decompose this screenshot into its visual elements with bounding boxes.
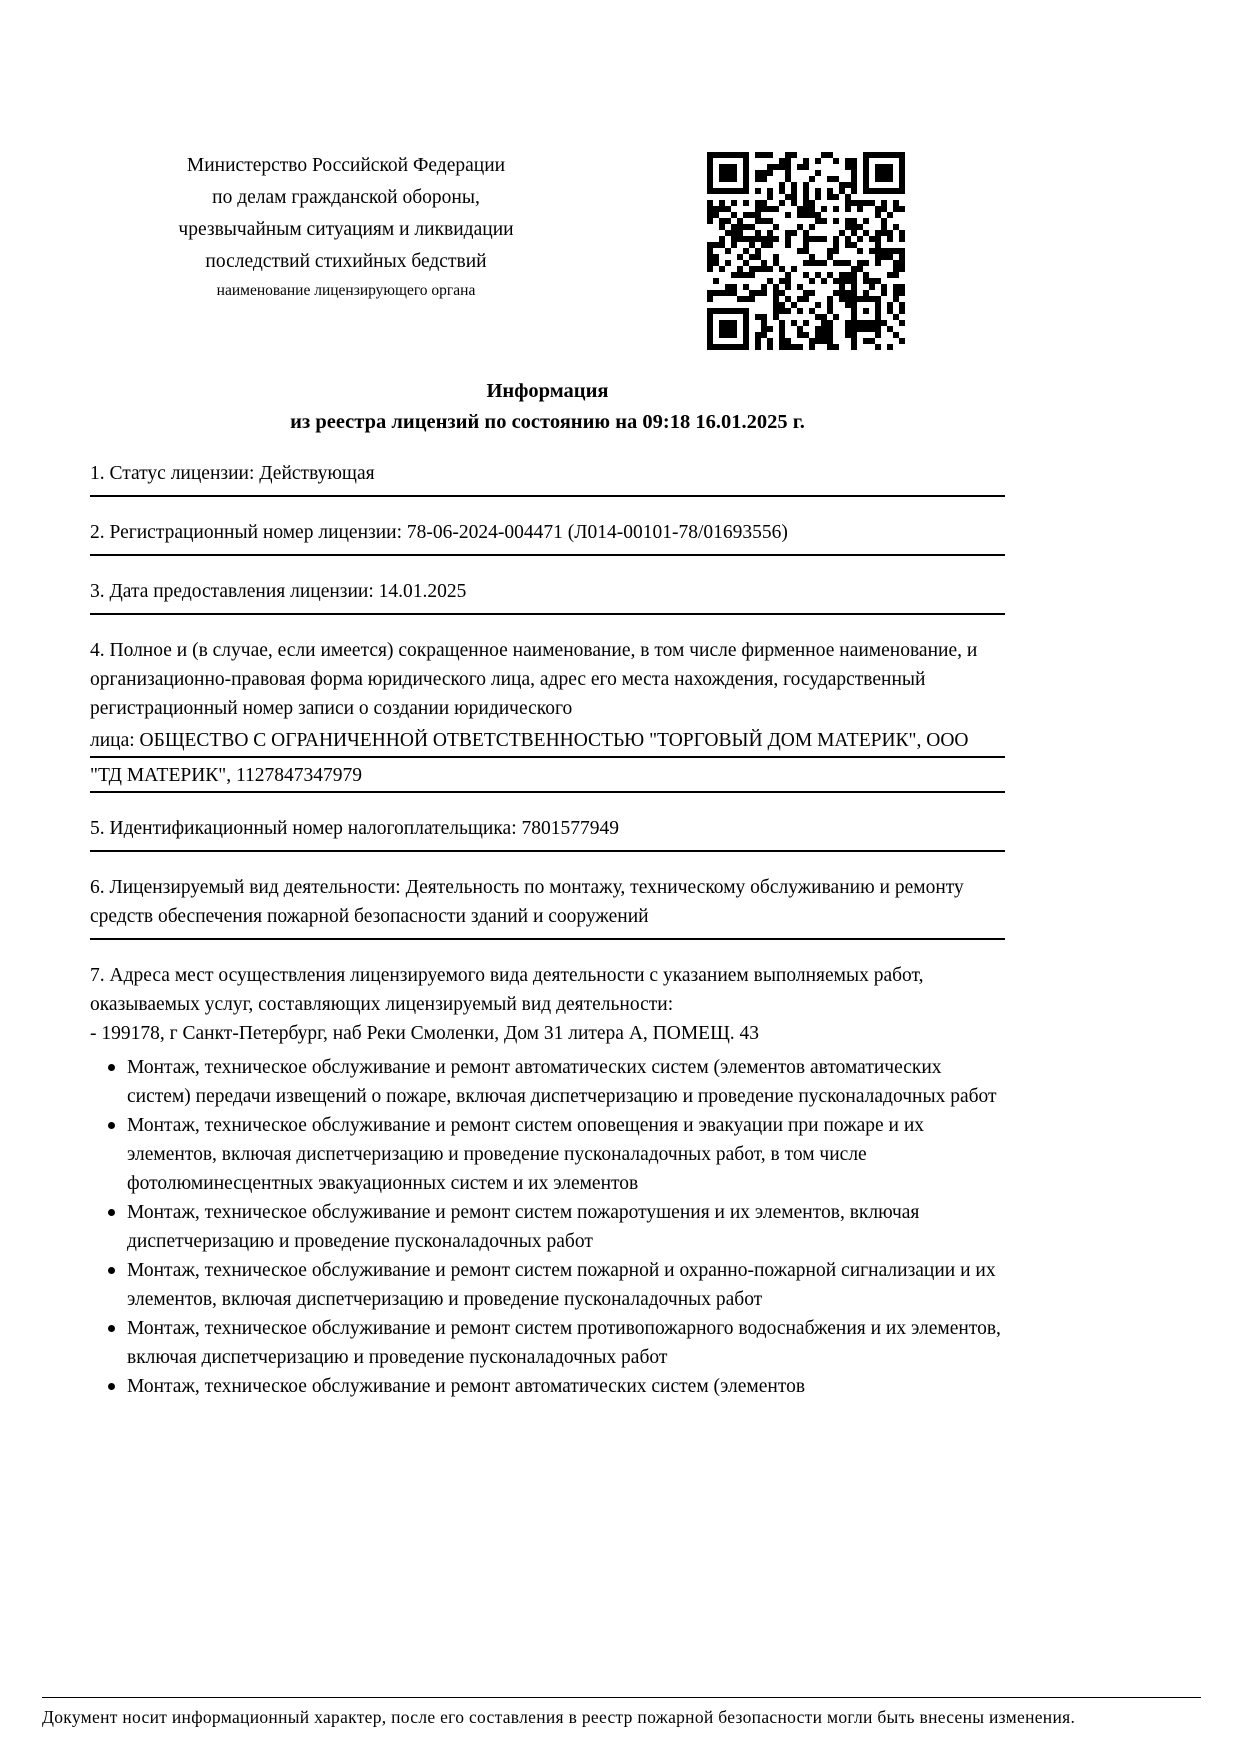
ministry-line-2: по делам гражданской обороны, xyxy=(212,187,480,208)
work-item: Монтаж, техническое обслуживание и ремонт систем оповещения и эвакуации при пожаре и их элементов, включая диспетчеризацию и проведение пусконаладочных работ, в том числе фотолюминесцентных эвакуационных систем и их элементов xyxy=(104,1111,1005,1198)
ministry-line-3: чрезвычайным ситуациям и ликвидации xyxy=(178,219,514,240)
qr-code xyxy=(707,152,905,350)
addresses-intro: 7. Адреса мест осуществления лицензируемого вида деятельности с указанием выполняемых работ, оказываемых услуг, составляющих лицензируемый вид деятельности: xyxy=(90,965,924,1015)
title-line-1: Информация xyxy=(486,380,609,402)
field-legal-entity-value: лица: ОБЩЕСТВО С ОГРАНИЧЕННОЙ ОТВЕТСТВЕННОСТЬЮ "ТОРГОВЫЙ ДОМ МАТЕРИК", ООО "ТД МАТЕРИК", 1127847347979 xyxy=(90,723,1005,793)
ministry-caption: наименование лицензирующего органа xyxy=(216,282,476,299)
work-item: Монтаж, техническое обслуживание и ремонт систем пожарной и охранно-пожарной сигнализации и их элементов, включая диспетчеризацию и проведение пусконаладочных работ xyxy=(104,1256,1005,1314)
ministry-line-4: последствий стихийных бедствий xyxy=(205,251,487,272)
field-license-status: 1. Статус лицензии: Действующая xyxy=(90,459,1005,497)
field-activity-type: 6. Лицензируемый вид деятельности: Деятельность по монтажу, техническому обслуживанию и ремонту средств обеспечения пожарной безопасности зданий и сооружений xyxy=(90,873,1005,940)
work-item: Монтаж, техническое обслуживание и ремонт систем пожаротушения и их элементов, включая диспетчеризацию и проведение пусконаладочных работ xyxy=(104,1198,1005,1256)
work-item: Монтаж, техническое обслуживание и ремонт автоматических систем (элементов автоматических систем) передачи извещений о пожаре, включая диспетчеризацию и проведение пусконаладочных работ xyxy=(104,1053,1005,1111)
field-legal-entity xyxy=(90,636,1005,793)
licensing-authority-block xyxy=(90,150,602,304)
work-item: Монтаж, техническое обслуживание и ремонт систем противопожарного водоснабжения и их элементов, включая диспетчеризацию и проведение пусконаладочных работ xyxy=(104,1314,1005,1372)
document-footer: Документ носит информационный характер, после его составления в реестр пожарной безопасности могли быть внесены изменения. xyxy=(42,1697,1201,1728)
document-header xyxy=(90,150,1005,350)
field-taxpayer-number: 5. Идентификационный номер налогоплательщика: 7801577949 xyxy=(90,814,1005,852)
title-line-2: из реестра лицензий по состоянию на 09:18 16.01.2025 г. xyxy=(290,411,805,433)
ministry-line-1: Министерство Российской Федерации xyxy=(186,155,506,176)
field-legal-entity-lead: 4. Полное и (в случае, если имеется) сокращенное наименование, в том числе фирменное наименование, и организационно-правовая форма юридического лица, адрес его места нахождения, государственный регистрационный номер записи о создании юридического xyxy=(90,640,978,719)
document-title xyxy=(90,376,1005,438)
field-addresses xyxy=(90,961,1005,1401)
address-line: - 199178, г Санкт-Петербург, наб Реки Смоленки, Дом 31 литера А, ПОМЕЩ. 43 xyxy=(90,1023,760,1044)
field-registration-number: 2. Регистрационный номер лицензии: 78-06-2024-004471 (Л014-00101-78/01693556) xyxy=(90,518,1005,556)
work-item: Монтаж, техническое обслуживание и ремонт автоматических систем (элементов xyxy=(104,1372,1005,1401)
work-items-list xyxy=(104,1053,1005,1401)
field-grant-date: 3. Дата предоставления лицензии: 14.01.2025 xyxy=(90,577,1005,615)
